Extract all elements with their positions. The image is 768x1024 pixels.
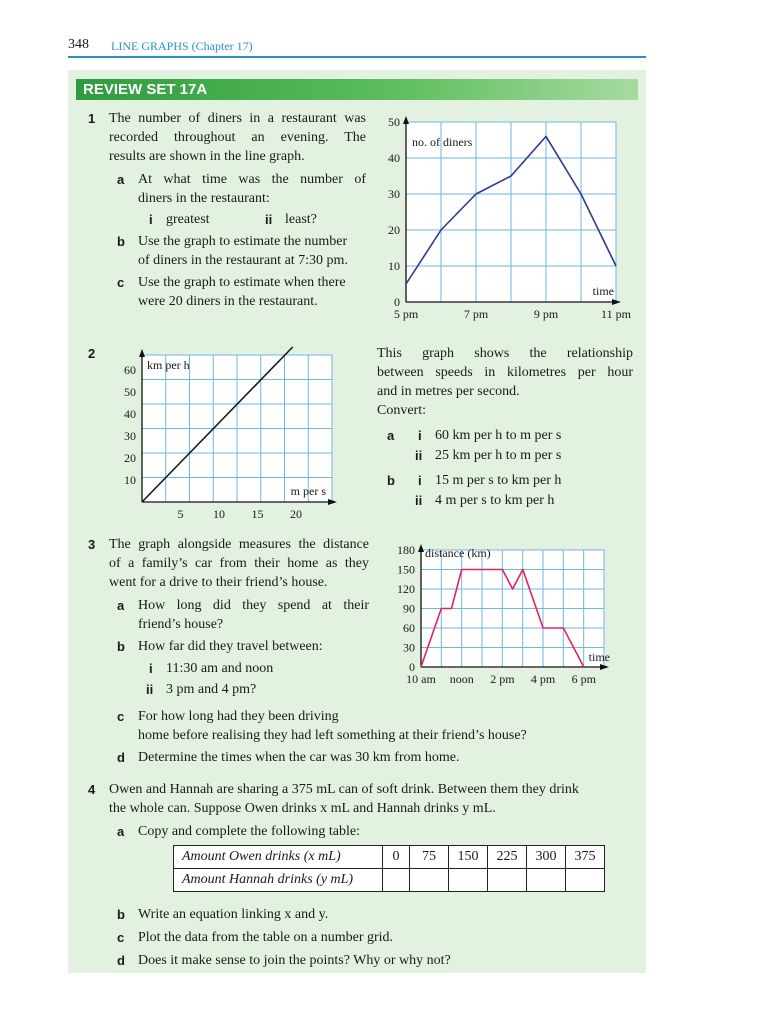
speed-conversion-chart (110, 340, 350, 525)
q4-line: the whole can. Suppose Owen drinks x mL and Hannah drinks y mL. (109, 801, 496, 816)
y-axis-arrow (139, 349, 145, 357)
table-row (174, 846, 605, 869)
q3a-line: How long did they spend at their (138, 598, 369, 613)
table-cell: 225 (488, 846, 527, 869)
x-tick-label: noon (449, 672, 474, 686)
q2b-label: b (387, 473, 395, 488)
q2-line: and in metres per second. (377, 384, 520, 399)
x-tick-label: 6 pm (571, 672, 596, 686)
table-cell-empty (566, 869, 605, 892)
y-tick-label: 50 (124, 385, 136, 399)
y-axis-label: km per h (147, 358, 190, 372)
x-tick-label: 4 pm (530, 672, 556, 686)
table-cell: 375 (566, 846, 605, 869)
table-row-label: Amount Owen drinks (x mL) (174, 846, 383, 869)
q2-line: This graph shows the relationship (377, 346, 633, 361)
y-tick-label: 60 (124, 363, 136, 377)
x-axis-label: time (588, 650, 610, 664)
q3c-line: home before realising they had left something at their friend’s house? (138, 728, 527, 743)
page-number: 348 (68, 37, 89, 52)
q3bi-label: i (149, 661, 153, 676)
y-tick-label: 180 (397, 543, 415, 557)
q1-line: results are shown in the line graph. (109, 149, 305, 164)
x-tick-label: 5 (177, 507, 184, 521)
y-tick-label: 20 (124, 451, 136, 465)
q3-line: went for a drive to their friend’s house. (109, 575, 328, 590)
y-tick-label: 10 (124, 473, 136, 487)
y-axis-label: distance (km) (425, 546, 491, 560)
y-tick-label: 0 (409, 660, 415, 674)
table-cell-empty (488, 869, 527, 892)
q1b-line: Use the graph to estimate the number (138, 234, 348, 249)
q2aii-label: ii (415, 448, 423, 463)
q4d-text: Does it make sense to join the points? Why or why not? (138, 953, 451, 968)
q2ai-text: 60 km per h to m per s (435, 428, 562, 443)
y-tick-label: 10 (388, 259, 400, 273)
y-tick-label: 30 (388, 187, 400, 201)
x-axis-label: m per s (290, 484, 326, 498)
q3bii-label: ii (146, 682, 154, 697)
q1ai-text: greatest (166, 212, 210, 227)
table-cell-empty (527, 869, 566, 892)
q1-line: The number of diners in a restaurant was (109, 111, 366, 126)
table-row (174, 869, 605, 892)
y-tick-label: 40 (124, 407, 136, 421)
q3b-text: How far did they travel between: (138, 639, 323, 654)
y-tick-label: 60 (403, 621, 415, 635)
q3-number: 3 (88, 537, 96, 552)
q4d-label: d (117, 953, 125, 968)
q2bii-text: 4 m per s to km per h (435, 493, 555, 508)
x-tick-label: 2 pm (490, 672, 515, 686)
q2a-label: a (387, 428, 395, 443)
q1-line: recorded throughout an evening. The (109, 130, 366, 145)
y-axis-arrow (418, 544, 424, 552)
q2ai-label: i (418, 428, 422, 443)
y-tick-label: 150 (397, 562, 415, 577)
q4a-text: Copy and complete the following table: (138, 824, 361, 839)
q1c-line: Use the graph to estimate when there (138, 275, 346, 290)
table-cell: 75 (410, 846, 449, 869)
q1c-line: were 20 diners in the restaurant. (138, 294, 318, 309)
table-cell: 0 (383, 846, 410, 869)
y-tick-label: 30 (403, 640, 415, 655)
table-cell: 300 (527, 846, 566, 869)
table-row-label: Amount Hannah drinks (y mL) (174, 869, 383, 892)
q3c-label: c (117, 709, 125, 724)
q3b-label: b (117, 639, 125, 654)
distance-time-chart (390, 540, 620, 690)
q2bi-label: i (418, 473, 422, 488)
y-tick-label: 120 (397, 582, 415, 596)
q4c-label: c (117, 930, 125, 945)
y-tick-label: 50 (388, 115, 400, 129)
table-cell-empty (410, 869, 449, 892)
q2bii-label: ii (415, 493, 423, 508)
q3-line: of a family’s car from their home as they (109, 556, 369, 571)
q4-line: Owen and Hannah are sharing a 375 mL can of soft drink. Between them they drink (109, 782, 579, 797)
q3d-label: d (117, 750, 125, 765)
q4a-label: a (117, 824, 125, 839)
table-cell-empty (449, 869, 488, 892)
x-tick-label: 10 am (406, 672, 436, 686)
chapter-title: LINE GRAPHS (Chapter 17) (111, 39, 253, 53)
q3d-text: Determine the times when the car was 30 km from home. (138, 750, 460, 765)
q1a-label: a (117, 172, 125, 187)
y-axis-arrow (403, 116, 409, 124)
q4-number: 4 (88, 782, 96, 797)
q3a-line: friend’s house? (138, 617, 224, 632)
q3-line: The graph alongside measures the distance (109, 537, 369, 552)
x-axis-label: time (592, 284, 614, 298)
x-tick-label: 9 pm (533, 307, 559, 321)
x-tick-label: 7 pm (463, 307, 489, 321)
x-tick-label: 20 (290, 507, 302, 521)
q3bi-text: 11:30 am and noon (166, 661, 274, 676)
q1b-line: of diners in the restaurant at 7:30 pm. (138, 253, 348, 268)
q1ai-label: i (149, 212, 153, 227)
y-tick-label: 0 (394, 295, 400, 309)
q2-line: between speeds in kilometres per hour (377, 365, 633, 380)
q4b-label: b (117, 907, 125, 922)
review-set-banner: REVIEW SET 17A (76, 79, 638, 100)
y-tick-label: 40 (388, 151, 400, 165)
q1aii-label: ii (265, 212, 273, 227)
q2bi-text: 15 m per s to km per h (435, 473, 562, 488)
header-rule (68, 56, 646, 58)
diners-line-chart (360, 110, 650, 330)
q4c-text: Plot the data from the table on a number grid. (138, 930, 394, 945)
x-tick-label: 10 (213, 507, 225, 521)
y-tick-label: 20 (388, 223, 400, 237)
table-cell-empty (383, 869, 410, 892)
y-axis-label: no. of diners (412, 135, 473, 149)
y-tick-label: 90 (403, 601, 415, 616)
q3a-label: a (117, 598, 125, 613)
q3bii-text: 3 pm and 4 pm? (166, 682, 257, 697)
q1a-line: diners in the restaurant: (138, 191, 270, 206)
q2-convert: Convert: (377, 403, 426, 418)
x-tick-label: 11 pm (601, 307, 631, 321)
q1b-label: b (117, 234, 125, 249)
q1-number: 1 (88, 111, 96, 126)
drink-table (173, 845, 605, 892)
q4b-text: Write an equation linking x and y. (138, 907, 329, 922)
q1aii-text: least? (285, 212, 317, 227)
y-tick-label: 30 (124, 429, 136, 443)
q2aii-text: 25 km per h to m per s (435, 448, 562, 463)
q3c-line: For how long had they been driving (138, 709, 339, 724)
q2-number: 2 (88, 346, 96, 361)
x-tick-label: 5 pm (393, 307, 419, 321)
table-cell: 150 (449, 846, 488, 869)
x-tick-label: 15 (251, 507, 264, 521)
q1c-label: c (117, 275, 125, 290)
q1a-line: At what time was the number of (138, 172, 366, 187)
